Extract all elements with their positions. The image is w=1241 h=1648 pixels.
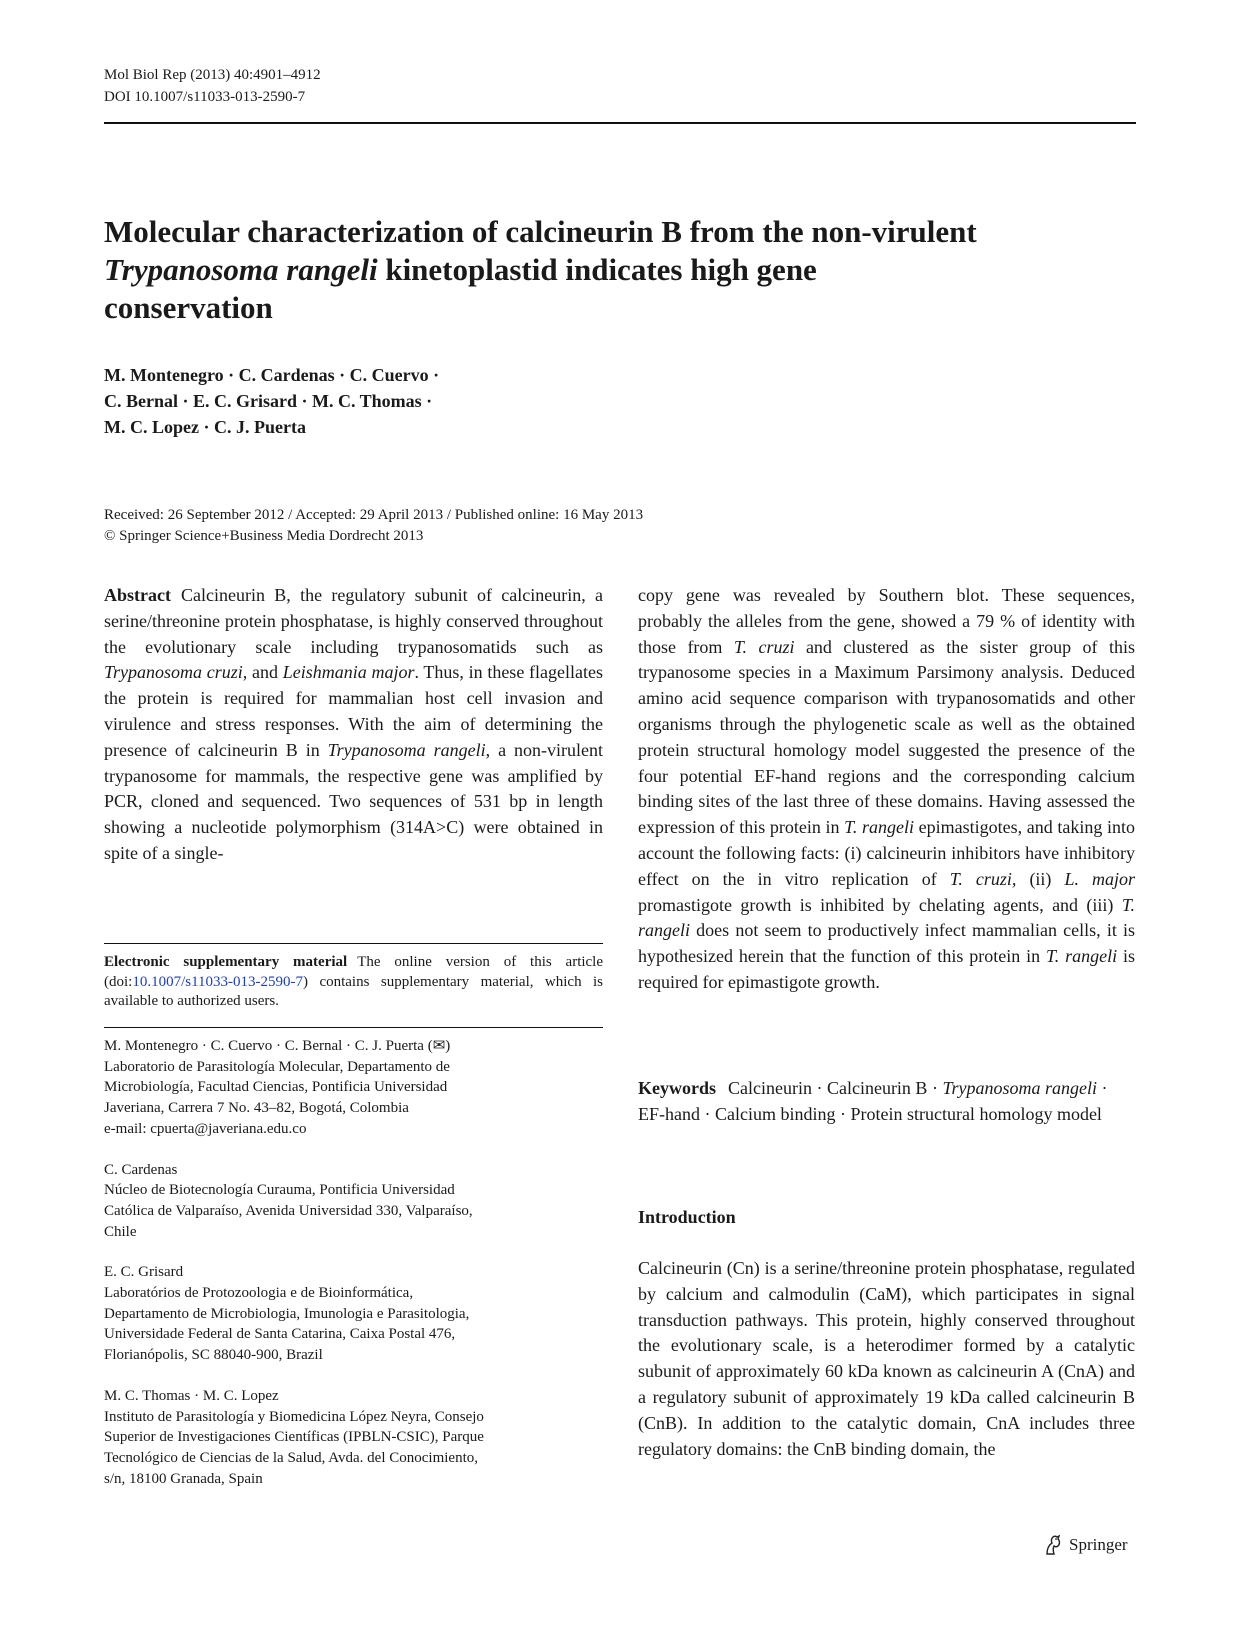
doi-link[interactable]: 10.1007/s11033-013-2590-7 [132, 973, 304, 990]
abstract-right-column [638, 583, 1135, 996]
journal-citation: Mol Biol Rep (2013) 40:4901–4912 [104, 67, 321, 83]
dates-line: Received: 26 September 2012 / Accepted: 29 April 2013 / Published online: 16 May 2013 [104, 507, 644, 523]
abstract-continuation: copy gene was revealed by Southern blot. These sequences, probably the alleles from the gene, showed a 79 % of identity with those from T. cruzi and clustered as the sister group of this trypanosome species in a Maximum Parsimony analysis. Deduced amino acid sequence comparison with trypanosomatids and other organisms through the phylogenetic scale as well as the obtained protein structural homology model suggested the presence of the four potential EF-hand regions and the corresponding calcium binding sites of the last three of these domains. Having assessed the expression of this protein in T. rangeli epimastigotes, and taking into account the following facts: (i) calcineurin inhibitors have inhibitory effect on the in vitro replication of T. cruzi, (ii) L. major promastigote growth is inhibited by chelating agents, and (iii) T. rangeli does not seem to productively infect mammalian cells, it is hypothesized herein that the function of this protein in T. rangeli is required for epimastigote growth. [638, 585, 1136, 992]
keywords-label: Keywords [638, 1078, 716, 1098]
affiliation-line: Departamento de Microbiologia, Imunologia e Parasitologia, [104, 1305, 470, 1322]
affiliation-line: Instituto de Parasitología y Biomedicina López Neyra, Consejo [104, 1408, 484, 1425]
abstract-left-column [104, 583, 603, 867]
doi-line: DOI 10.1007/s11033-013-2590-7 [104, 89, 306, 105]
affiliation-block [104, 1160, 603, 1243]
affiliation-line: Chile [104, 1223, 137, 1240]
affiliation-names: M. C. Thomas · M. C. Lopez [104, 1387, 279, 1404]
copyright-line: © Springer Science+Business Media Dordrecht 2013 [104, 528, 424, 544]
supplementary-rule [104, 943, 603, 944]
affiliation-names: C. Cardenas [104, 1161, 178, 1178]
author-list [104, 362, 439, 440]
affiliation-line: Católica de Valparaíso, Avenida Universidad 330, Valparaíso, [104, 1202, 473, 1219]
abstract-label: Abstract [104, 585, 171, 605]
affiliation-line: Microbiología, Facultad Ciencias, Pontificia Universidad [104, 1079, 448, 1096]
affiliation-block [104, 1386, 603, 1490]
authors-line-3: M. C. Lopez · C. J. Puerta [104, 417, 306, 437]
affiliation-line: Laboratorio de Parasitología Molecular, Departamento de [104, 1058, 450, 1075]
affiliation-line: Núcleo de Biotecnología Curauma, Pontificia Universidad [104, 1182, 455, 1199]
abstract-paragraph: Abstract Calcineurin B, the regulatory subunit of calcineurin, a serine/threonine protein phosphatase, is highly conserved throughout the evolutionary scale including trypanosomatids such as Trypanosoma cruzi, and Leishmania major. Thus, in these flagellates the protein is required for mammalian host cell invasion and virulence and stress responses. With the aim of determining the presence of calcineurin B in Trypanosoma rangeli, a non-virulent trypanosome for mammals, the respective gene was amplified by PCR, cloned and sequenced. Two sequences of 531 bp in length showing a nucleotide polymorphism (314A>C) were obtained in spite of a single- [104, 585, 603, 863]
introduction-body [638, 1256, 1135, 1462]
affiliation-line: Florianópolis, SC 88040-900, Brazil [104, 1347, 323, 1364]
keywords: Keywords Calcineurin · Calcineurin B · Trypanosoma rangeli · EF-hand · Calcium binding · Protein structural homology model [638, 1078, 1108, 1124]
introduction-paragraph: Calcineurin (Cn) is a serine/threonine protein phosphatase, regulated by calcium and calmodulin (CaM), which participates in signal transduction pathways. This protein, highly conserved throughout the evolutionary scale, is a heterodimer formed by a catalytic subunit of approximately 60 kDa known as calcineurin A (CnA) and a regulatory subunit of approximately 19 kDa called calcineurin B (CnB). In addition to the catalytic domain, CnA includes three regulatory domains: the CnB binding domain, the [638, 1258, 1135, 1459]
affiliation-line: Superior de Investigaciones Científicas (IPBLN-CSIC), Parque [104, 1429, 484, 1446]
affiliation-names: E. C. Grisard [104, 1264, 184, 1281]
affiliation-line: Tecnológico de Ciencias de la Salud, Avda. del Conocimiento, [104, 1449, 478, 1466]
publisher-name: Springer [1069, 1535, 1128, 1554]
title-line-2 [104, 251, 1136, 289]
affiliation-block [104, 1262, 603, 1366]
affiliation-line: Laboratórios de Protozoologia e de Bioinformática, [104, 1285, 414, 1302]
affiliation-line: Javeriana, Carrera 7 No. 43–82, Bogotá, Colombia [104, 1100, 409, 1117]
title-line-3: conservation [104, 290, 273, 325]
affiliation-email[interactable]: e-mail: cpuerta@javeriana.edu.co [104, 1120, 307, 1137]
publication-dates [104, 505, 643, 547]
affiliation-line: Universidade Federal de Santa Catarina, Caixa Postal 476, [104, 1326, 456, 1343]
affiliation-line: s/n, 18100 Granada, Spain [104, 1470, 263, 1487]
introduction-heading: Introduction [638, 1207, 736, 1227]
affiliations [104, 1036, 603, 1509]
springer-horse-icon [1043, 1534, 1063, 1556]
article-title [104, 213, 1136, 327]
title-species: Trypanosoma rangeli [104, 252, 378, 287]
header-rule [104, 122, 1136, 124]
affiliation-names: M. Montenegro · C. Cuervo · C. Bernal · C. J. Puerta (✉) [104, 1038, 451, 1054]
affiliation-block [104, 1036, 603, 1140]
supplementary-label: Electronic supplementary material [104, 954, 348, 970]
title-line-2-rest: kinetoplastid indicates high gene [377, 252, 817, 287]
journal-header [104, 64, 321, 108]
affiliation-rule [104, 1027, 603, 1028]
title-line-1: Molecular characterization of calcineurin B from the non-virulent [104, 214, 977, 249]
supplementary-note: Electronic supplementary material The online version of this article (doi:10.1007/s11033-013-2590-7) contains supplementary material, which is available to authorized users. [104, 954, 604, 1009]
authors-line-2: C. Bernal · E. C. Grisard · M. C. Thomas · [104, 391, 433, 411]
authors-line-1: M. Montenegro · C. Cardenas · C. Cuervo · [104, 365, 440, 385]
publisher-footer [1043, 1534, 1128, 1556]
